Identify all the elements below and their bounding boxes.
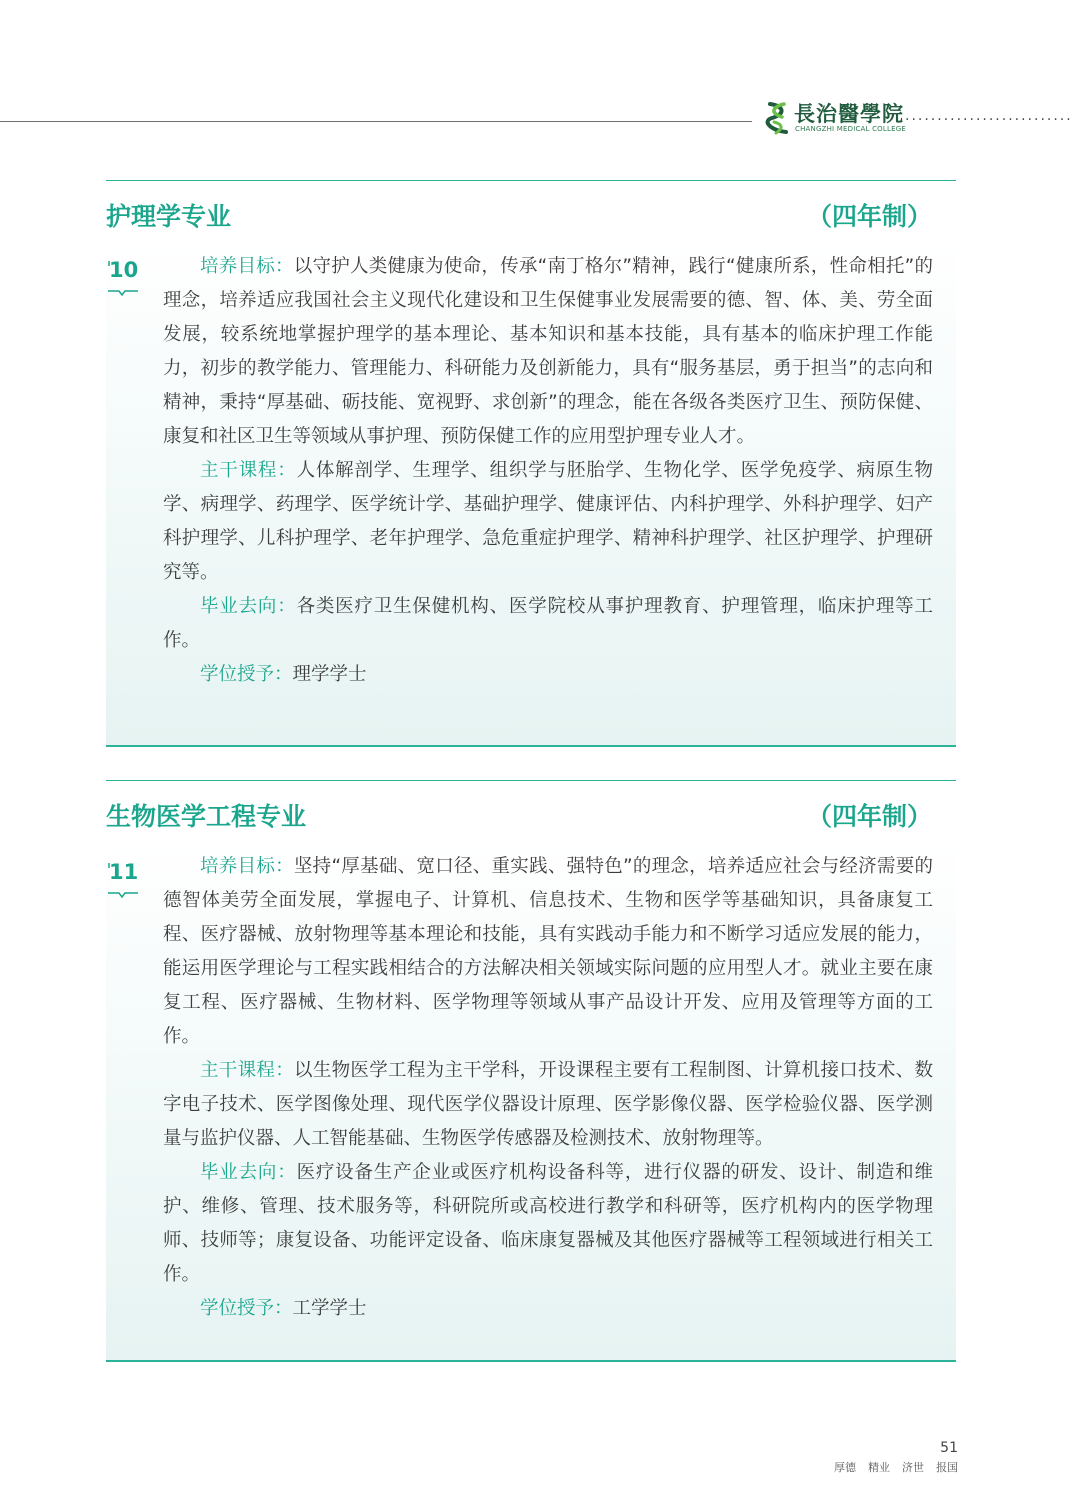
paragraph-label: 学位授予： — [200, 664, 293, 685]
training-goal-paragraph — [163, 250, 933, 454]
career-paragraph — [163, 1156, 933, 1292]
page-number: 51 — [940, 1440, 958, 1456]
section-bottom-rule — [106, 745, 956, 747]
paragraph-label: 学位授予： — [200, 1298, 293, 1319]
program-duration: （四年制） — [806, 802, 932, 831]
paragraph-text: 理学学士 — [292, 664, 367, 685]
paragraph-text: 以守护人类健康为使命，传承“南丁格尔”精神，践行“健康所系，性命相托”的理念，培养适应我国社会主义现代化建设和卫生保健事业发展需要的德、智、体、美、劳全面发展，较系统地掌握护理学的基本理论、基本知识和基本技能，具有基本的临床护理工作能力，初步的教学能力、管理能力、科研能力及创新能力，具有“服务基层，勇于担当”的志向和精神，秉持“厚基础、砺技能、宽视野、求创新”的理念，能在各级各类医疗卫生、预防保健、康复和社区卫生等领域从事护理、预防保健工作的应用型护理专业人才。 — [163, 256, 933, 447]
program-duration: （四年制） — [806, 202, 932, 231]
motto-word: 济世 — [902, 1461, 924, 1474]
logo-emblem-icon — [764, 100, 792, 136]
paragraph-text: 坚持“厚基础、宽口径、重实践、强特色”的理念，培养适应社会与经济需要的德智体美劳全面发展，掌握电子、计算机、信息技术、生物和医学等基础知识，具备康复工程、医疗器械、放射物理等基本理论和技能，具有实践动手能力和不断学习适应发展的能力，能运用医学理论与工程实践相结合的方法解决相关领域实际问题的应用型人才。就业主要在康复工程、医疗器械、生物材料、医学物理等领域从事产品设计开发、应用及管理等方面的工作。 — [163, 856, 933, 1047]
program-number: 10 — [109, 258, 139, 282]
program-number-badge — [106, 258, 140, 300]
core-courses-paragraph — [163, 454, 933, 590]
header-rule — [0, 121, 752, 122]
paragraph-text: 工学学士 — [292, 1298, 367, 1319]
section-bottom-rule — [106, 1360, 956, 1362]
paragraph-label: 主干课程： — [200, 1060, 295, 1081]
paragraph-label: 培养目标： — [200, 856, 294, 877]
paragraph-label: 毕业去向： — [200, 596, 297, 617]
program-number-badge — [106, 860, 140, 902]
section-top-rule — [106, 180, 956, 181]
college-motto — [834, 1459, 958, 1475]
program-title: 生物医学工程专业 — [106, 802, 307, 831]
section-top-rule — [106, 780, 956, 781]
paragraph-text: 各类医疗卫生保健机构、医学院校从事护理教育、护理管理，临床护理等工作。 — [163, 596, 933, 651]
motto-word: 报国 — [936, 1461, 958, 1474]
program-description — [163, 850, 933, 1326]
program-description — [163, 250, 933, 692]
career-paragraph — [163, 590, 933, 658]
paragraph-text: 医疗设备生产企业或医疗机构设备科等，进行仪器的研发、设计、制造和维护、维修、管理、技术服务等，科研院所或高校进行教学和科研等，医疗机构内的医学物理师、技师等；康复设备、功能评定设备、临床康复器械及其他医疗器械等工程领域进行相关工作。 — [163, 1162, 933, 1285]
motto-word: 精业 — [868, 1461, 890, 1474]
degree-paragraph — [163, 1292, 933, 1326]
paragraph-label: 毕业去向： — [200, 1162, 297, 1183]
program-number: 11 — [109, 860, 139, 884]
paragraph-label: 培养目标： — [200, 256, 294, 277]
training-goal-paragraph — [163, 850, 933, 1054]
college-logo — [764, 98, 904, 138]
core-courses-paragraph — [163, 1054, 933, 1156]
program-title: 护理学专业 — [106, 202, 232, 231]
program-section-biomedical-engineering — [106, 780, 956, 1362]
logo-chinese-name: 長治醫學院 — [794, 101, 904, 126]
program-section-nursing — [106, 180, 956, 747]
header-dots: .......................... — [905, 108, 1073, 124]
degree-paragraph — [163, 658, 933, 692]
paragraph-label: 主干课程： — [200, 460, 297, 481]
logo-english-name: CHANGZHI MEDICAL COLLEGE — [795, 125, 906, 133]
motto-word: 厚德 — [834, 1461, 856, 1474]
paragraph-text: 人体解剖学、生理学、组织学与胚胎学、生物化学、医学免疫学、病原生物学、病理学、药理学、医学统计学、基础护理学、健康评估、内科护理学、外科护理学、妇产科护理学、儿科护理学、老年护理学、急危重症护理学、精神科护理学、社区护理学、护理研究等。 — [163, 460, 933, 583]
paragraph-text: 以生物医学工程为主干学科，开设课程主要有工程制图、计算机接口技术、数字电子技术、医学图像处理、现代医学仪器设计原理、医学影像仪器、医学检验仪器、医学测量与监护仪器、人工智能基础、生物医学传感器及检测技术、放射物理等。 — [163, 1060, 933, 1149]
